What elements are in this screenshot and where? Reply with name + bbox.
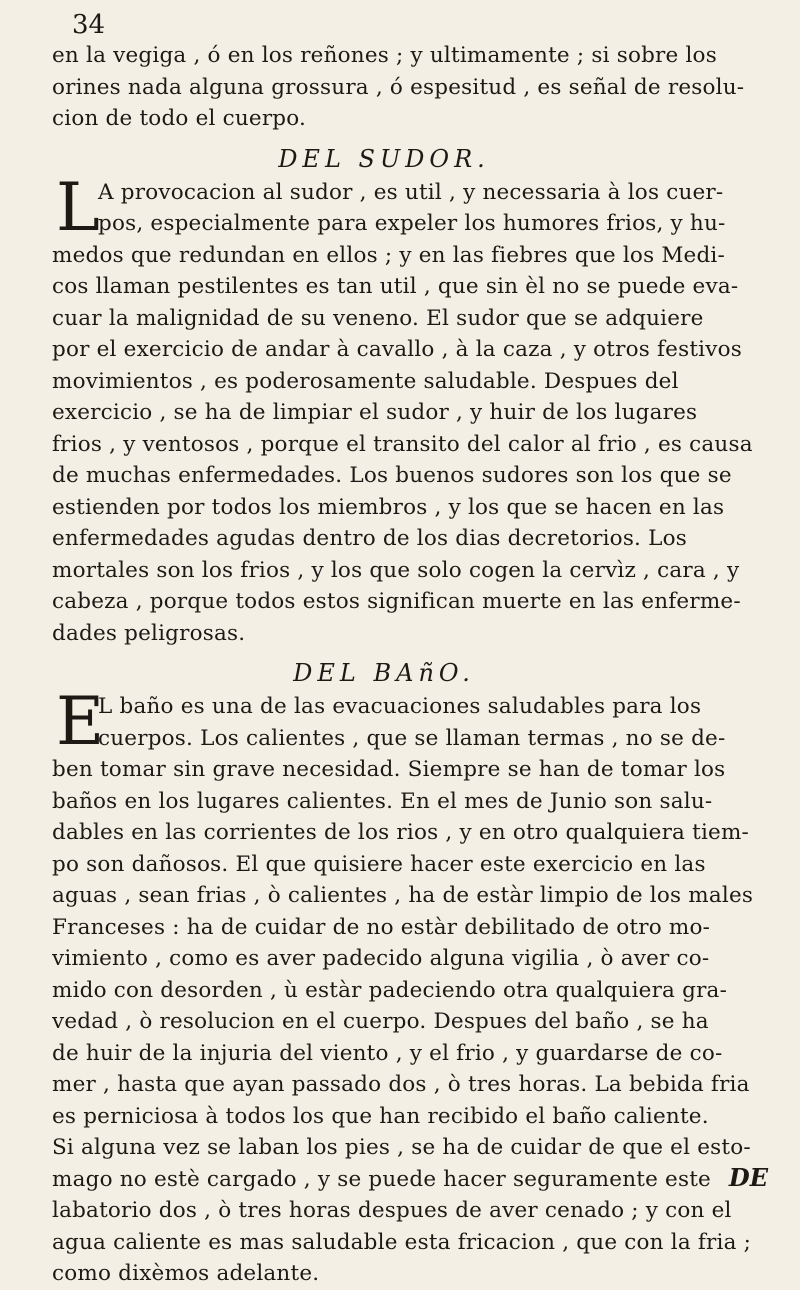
section-heading: DEL BAñO. <box>293 659 475 687</box>
text-line: mortales son los frios , y los que solo cogen la cervìz , cara , y <box>52 557 740 583</box>
text-line: L baño es una de las evacuaciones saludables para los <box>98 694 702 719</box>
text-line: medos que redundan en ellos ; y en las fiebres que los Medi- <box>52 242 725 268</box>
text-line: por el exercicio de andar à cavallo , à la caza , y otros festivos <box>52 337 742 362</box>
text-line: dades peligrosas. <box>52 620 246 646</box>
text-line: de muchas enfermedades. Los buenos sudores son los que se <box>52 463 732 488</box>
text-line: cabeza , porque todos estos significan muerte en las enferme- <box>52 589 741 614</box>
text-line: pos, especialmente para expeler los humores frios, y hu- <box>98 211 726 236</box>
text-line: ben tomar sin grave necesidad. Siempre se han de tomar los <box>52 757 726 782</box>
text-line: es perniciosa à todos los que han recibido el baño caliente. <box>52 1103 709 1129</box>
text-line: enfermedades agudas dentro de los dias decretorios. Los <box>52 526 687 551</box>
text-line: orines nada alguna grossura , ó espesitud , es señal de resolu- <box>52 74 745 100</box>
catchword: DE <box>728 1163 768 1192</box>
drop-cap: L <box>56 168 100 246</box>
text-line: baños en los lugares calientes. En el mes de Junio son salu- <box>52 788 713 814</box>
text-line: cuerpos. Los calientes , que se llaman termas , no se de- <box>98 725 726 751</box>
text-line: mago no estè cargado , y se puede hacer seguramente este <box>52 1166 711 1192</box>
text-line: en la vegiga , ó en los reñones ; y ultimamente ; si sobre los <box>52 43 717 68</box>
text-line: Si alguna vez se laban los pies , se ha de cuidar de que el esto- <box>52 1135 751 1160</box>
text-line: de huir de la injuria del viento , y el frio , y guardarse de co- <box>52 1040 723 1066</box>
section-paragraph <box>52 683 776 1290</box>
section-paragraph <box>52 168 776 650</box>
text-line: vedad , ò resolucion en el cuerpo. Despues del baño , se ha <box>52 1009 709 1034</box>
section-bano <box>52 655 776 1290</box>
text-line: agua caliente es mas saludable esta fricacion , que con la fria ; <box>52 1229 752 1255</box>
text-line: A provocacion al sudor , es util , y necessaria à los cuer- <box>98 179 724 205</box>
text-line: estienden por todos los miembros , y los que se hacen en las <box>52 494 725 520</box>
section-sudor <box>52 141 776 650</box>
text-line: cion de todo el cuerpo. <box>52 106 307 131</box>
text-line: po son dañosos. El que quisiere hacer este exercicio en las <box>52 851 706 877</box>
text-line: frios , y ventosos , porque el transito del calor al frio , es causa <box>52 431 753 457</box>
page-number: 34 <box>72 10 106 40</box>
text-line: movimientos , es poderosamente saludable. Despues del <box>52 368 679 394</box>
text-line: dables en las corrientes de los rios , y en otro qualquiera tiem- <box>52 820 750 845</box>
text-line: mer , hasta que ayan passado dos , ò tres horas. La bebida fria <box>52 1072 750 1097</box>
text-line: mido con desorden , ù estàr padeciendo otra qualquiera gra- <box>52 977 728 1003</box>
text-line: como dixèmos adelante. <box>52 1261 320 1286</box>
text-line: labatorio dos , ò tres horas despues de aver cenado ; y con el <box>52 1198 732 1223</box>
section-heading: DEL SUDOR. <box>278 144 490 173</box>
text-line: cuar la malignidad de su veneno. El sudor que se adquiere <box>52 305 704 331</box>
intro-paragraph <box>52 40 776 135</box>
text-line: cos llaman pestilentes es tan util , que sin èl no se puede eva- <box>52 274 739 299</box>
text-line: exercicio , se ha de limpiar el sudor , y huir de los lugares <box>52 400 698 425</box>
text-line: vimiento , como es aver padecido alguna vigilia , ò aver co- <box>52 946 710 971</box>
drop-cap: E <box>56 683 105 760</box>
text-line: Franceses : ha de cuidar de no estàr debilitado de otro mo- <box>52 914 711 940</box>
text-line: aguas , sean frias , ò calientes , ha de estàr limpio de los males <box>52 883 754 908</box>
